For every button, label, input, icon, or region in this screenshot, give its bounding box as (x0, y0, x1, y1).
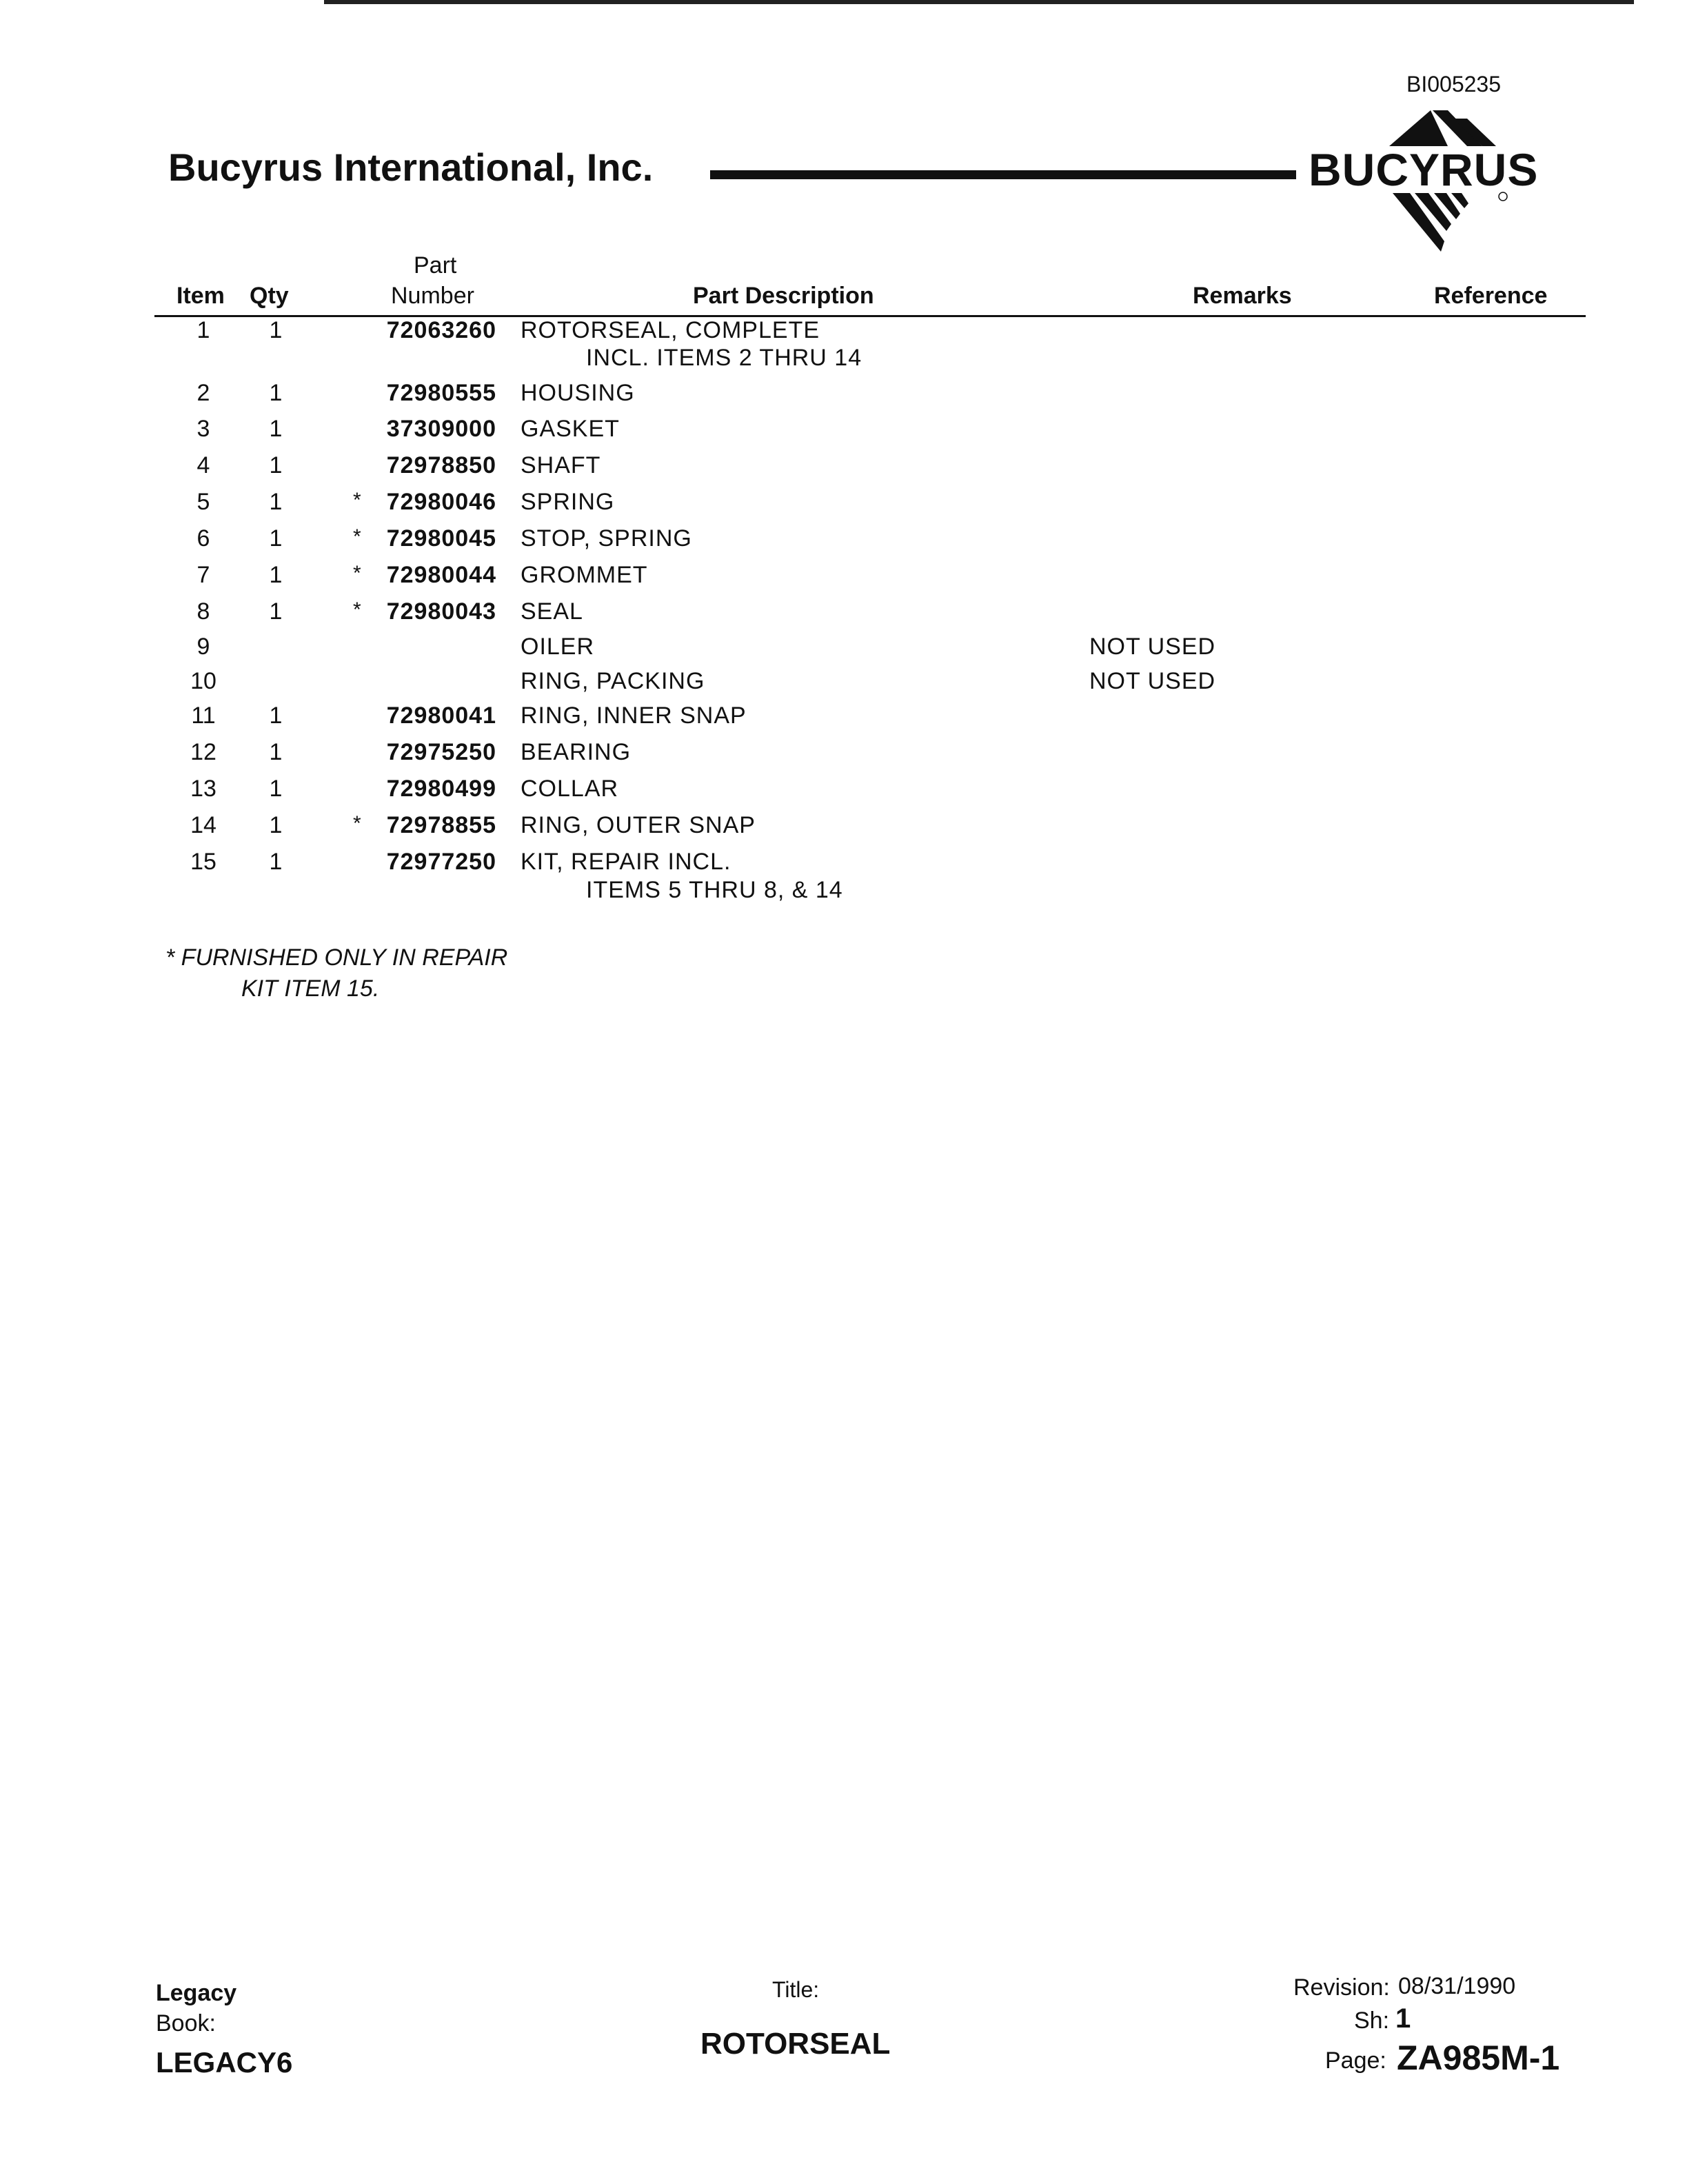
item-number: 7 (196, 562, 210, 588)
part-description: RING, PACKING (521, 668, 705, 694)
title-label: Title: (772, 1977, 820, 2002)
part-number: 72063260 (386, 317, 496, 343)
part-number: 72980044 (386, 562, 496, 588)
quantity: 1 (269, 416, 283, 442)
repair-kit-marker: * (353, 525, 361, 548)
quantity: 1 (269, 776, 283, 802)
header-bar (710, 170, 1296, 179)
part-description: HOUSING (521, 380, 635, 406)
document-id: BI005235 (1406, 72, 1502, 97)
item-number: 2 (196, 380, 210, 406)
part-description: SEAL (521, 598, 583, 625)
quantity: 1 (269, 380, 283, 406)
item-number: 3 (196, 416, 210, 442)
item-number: 5 (196, 489, 210, 515)
item-number: 13 (190, 776, 216, 802)
col-header-description: Part Description (693, 283, 874, 309)
footnote-line-1: * FURNISHED ONLY IN REPAIR (165, 944, 508, 971)
repair-kit-marker: * (353, 812, 361, 835)
repair-kit-marker: * (353, 489, 361, 512)
item-number: 15 (190, 849, 216, 875)
quantity: 1 (269, 452, 283, 478)
footnote-line-2: KIT ITEM 15. (241, 975, 380, 1002)
quantity: 1 (269, 562, 283, 588)
part-number: 72978850 (386, 452, 496, 478)
item-number: 12 (190, 739, 216, 765)
quantity: 1 (269, 489, 283, 515)
part-number: 72980555 (386, 380, 496, 406)
part-description: KIT, REPAIR INCL. (521, 849, 731, 875)
logo-wordmark: BUCYRUS (1309, 144, 1539, 195)
quantity: 1 (269, 849, 283, 875)
col-header-qty: Qty (250, 283, 289, 309)
quantity: 1 (269, 702, 283, 729)
item-number: 14 (190, 812, 216, 838)
item-number: 11 (191, 702, 216, 729)
part-description: BEARING (521, 739, 632, 765)
part-number: 72980041 (386, 702, 496, 729)
legacy-label: Legacy (156, 1980, 237, 2006)
col-header-part-label: Part (414, 252, 457, 279)
part-number: 72978855 (386, 812, 496, 838)
book-value: LEGACY6 (156, 2046, 293, 2079)
quantity: 1 (269, 812, 283, 838)
part-number: 37309000 (386, 416, 496, 442)
page-label: Page: (1325, 2048, 1386, 2074)
item-number: 8 (196, 598, 210, 625)
col-header-remarks: Remarks (1193, 283, 1292, 309)
part-description: ROTORSEAL, COMPLETE (521, 317, 820, 343)
part-number: 72980046 (386, 489, 496, 515)
item-number: 9 (196, 634, 210, 660)
sheet-value: 1 (1395, 2003, 1411, 2034)
part-number: 72980499 (386, 776, 496, 802)
quantity: 1 (269, 739, 283, 765)
remarks: NOT USED (1089, 634, 1216, 660)
top-rule (324, 0, 1634, 4)
part-description: RING, INNER SNAP (521, 702, 747, 729)
quantity: 1 (269, 598, 283, 625)
item-number: 6 (196, 525, 210, 552)
item-number: 4 (196, 452, 210, 478)
part-description: SPRING (521, 489, 615, 515)
part-description-continued: ITEMS 5 THRU 8, & 14 (586, 877, 843, 903)
quantity: 1 (269, 525, 283, 552)
revision-label: Revision: (1293, 1974, 1390, 2001)
repair-kit-marker: * (353, 598, 361, 621)
col-header-item: Item (176, 283, 225, 309)
item-number: 1 (196, 317, 210, 343)
part-number: 72980045 (386, 525, 496, 552)
col-header-reference: Reference (1434, 283, 1548, 309)
part-description-continued: INCL. ITEMS 2 THRU 14 (586, 345, 862, 371)
part-description: GASKET (521, 416, 620, 442)
part-description: SHAFT (521, 452, 601, 478)
part-number: 72977250 (386, 849, 496, 875)
part-number: 72975250 (386, 739, 496, 765)
item-number: 10 (190, 668, 216, 694)
part-number: 72980043 (386, 598, 496, 625)
part-description: COLLAR (521, 776, 619, 802)
part-description: OILER (521, 634, 595, 660)
remarks: NOT USED (1089, 668, 1216, 694)
part-description: STOP, SPRING (521, 525, 692, 552)
part-description: GROMMET (521, 562, 648, 588)
book-label: Book: (156, 2010, 216, 2036)
col-header-number-label: Number (391, 283, 474, 309)
part-description: RING, OUTER SNAP (521, 812, 756, 838)
revision-value: 08/31/1990 (1398, 1973, 1516, 1999)
title-value: ROTORSEAL (700, 2027, 891, 2061)
sheet-label: Sh: (1354, 2008, 1390, 2034)
page-value: ZA985M-1 (1397, 2039, 1560, 2077)
repair-kit-marker: * (353, 562, 361, 585)
quantity: 1 (269, 317, 283, 343)
company-name: Bucyrus International, Inc. (168, 145, 654, 189)
